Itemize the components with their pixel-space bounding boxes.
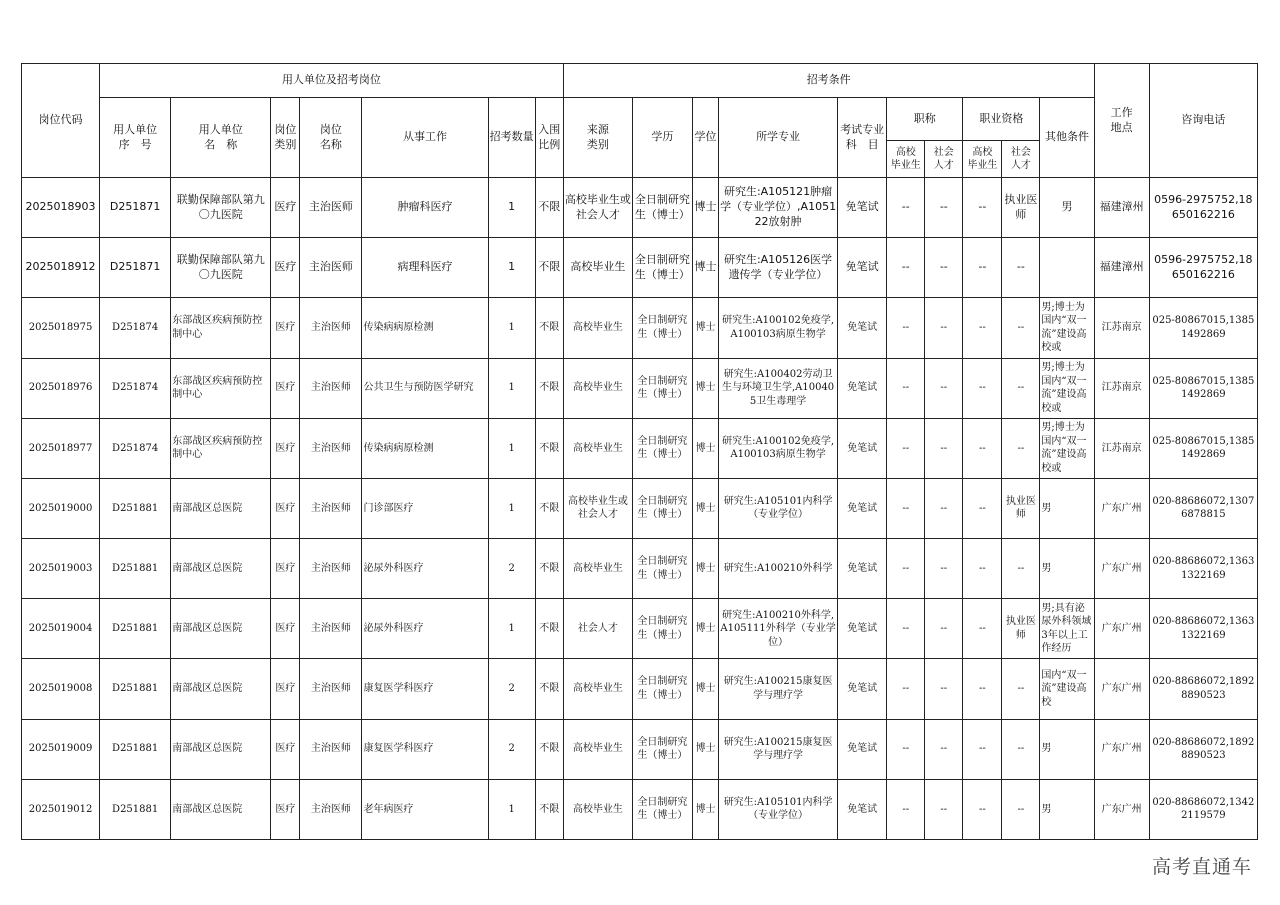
cell-qual-grad: -- bbox=[963, 539, 1002, 599]
cell-work: 病理科医疗 bbox=[362, 238, 488, 298]
cell-seq: D251871 bbox=[100, 178, 171, 238]
cell-location: 广东广州 bbox=[1094, 719, 1149, 779]
cell-phone: 025-80867015,13851492869 bbox=[1149, 298, 1257, 358]
cell-work: 老年病医疗 bbox=[362, 779, 488, 839]
header-qual-social: 社会 人才 bbox=[1002, 141, 1040, 178]
cell-qual-grad: -- bbox=[963, 178, 1002, 238]
cell-title-grad: -- bbox=[887, 719, 925, 779]
cell-qual-grad: -- bbox=[963, 779, 1002, 839]
cell-location: 广东广州 bbox=[1094, 599, 1149, 659]
cell-title-grad: -- bbox=[887, 358, 925, 418]
cell-source: 高校毕业生 bbox=[563, 418, 632, 478]
cell-source: 高校毕业生 bbox=[563, 358, 632, 418]
header-count: 招考数量 bbox=[488, 98, 535, 178]
cell-major bbox=[718, 659, 837, 719]
cell-work: 肿瘤科医疗 bbox=[362, 178, 488, 238]
cell-seq: D251874 bbox=[100, 298, 171, 358]
header-post-type: 岗位 类别 bbox=[271, 98, 300, 178]
cell-other: 男 bbox=[1040, 178, 1094, 238]
cell-count: 1 bbox=[488, 478, 535, 538]
cell-major bbox=[718, 178, 837, 238]
cell-code: 2025019004 bbox=[22, 599, 100, 659]
cell-work: 泌尿外科医疗 bbox=[362, 539, 488, 599]
cell-phone: 020-88686072,13631322169 bbox=[1149, 599, 1257, 659]
cell-count: 1 bbox=[488, 599, 535, 659]
cell-post-type: 医疗 bbox=[271, 178, 300, 238]
cell-code: 2025018903 bbox=[22, 178, 100, 238]
major-text: 研究生:A100215康复医学与理疗学 bbox=[723, 736, 833, 762]
cell-work: 康复医学科医疗 bbox=[362, 659, 488, 719]
cell-degree: 博士 bbox=[692, 178, 718, 238]
cell-post-name: 主治医师 bbox=[300, 298, 362, 358]
cell-education: 全日制研究生（博士） bbox=[632, 238, 692, 298]
cell-unit-name: 东部战区疾病预防控制中心 bbox=[171, 298, 271, 358]
cell-phone: 020-88686072,13631322169 bbox=[1149, 539, 1257, 599]
other-text: 男;博士为国内“双一流”建设高校或 bbox=[1041, 362, 1087, 414]
cell-qual-grad: -- bbox=[963, 659, 1002, 719]
cell-other bbox=[1040, 358, 1094, 418]
cell-exam: 免笔试 bbox=[838, 719, 887, 779]
header-education: 学历 bbox=[632, 98, 692, 178]
header-major: 所学专业 bbox=[718, 98, 837, 178]
other-text: 男 bbox=[1041, 562, 1052, 574]
other-text: 国内“双一流”建设高校 bbox=[1041, 669, 1087, 708]
cell-seq: D251874 bbox=[100, 358, 171, 418]
cell-location: 广东广州 bbox=[1094, 539, 1149, 599]
cell-work: 泌尿外科医疗 bbox=[362, 599, 488, 659]
watermark-text: 高考直通车 bbox=[1151, 856, 1252, 878]
other-text: 男;具有泌尿外科领域3年以上工作经历 bbox=[1041, 602, 1092, 655]
header-ratio: 入围 比例 bbox=[535, 98, 563, 178]
cell-title-grad: -- bbox=[887, 539, 925, 599]
cell-title-grad: -- bbox=[887, 178, 925, 238]
cell-post-name: 主治医师 bbox=[300, 478, 362, 538]
recruitment-table bbox=[21, 63, 1258, 840]
major-text: 研究生:A100210外科学 bbox=[723, 562, 833, 574]
cell-ratio: 不限 bbox=[535, 539, 563, 599]
cell-qual-grad: -- bbox=[963, 599, 1002, 659]
cell-unit-name: 东部战区疾病预防控制中心 bbox=[171, 358, 271, 418]
cell-exam: 免笔试 bbox=[838, 599, 887, 659]
cell-title-social: -- bbox=[925, 358, 963, 418]
cell-location: 江苏南京 bbox=[1094, 358, 1149, 418]
cell-source: 社会人才 bbox=[563, 599, 632, 659]
cell-qual-grad: -- bbox=[963, 719, 1002, 779]
cell-exam: 免笔试 bbox=[838, 298, 887, 358]
cell-unit-name: 南部战区总医院 bbox=[171, 478, 271, 538]
cell-other bbox=[1040, 478, 1094, 538]
cell-seq: D251881 bbox=[100, 478, 171, 538]
cell-seq: D251881 bbox=[100, 719, 171, 779]
table-row bbox=[22, 719, 1258, 779]
cell-title-social: -- bbox=[925, 659, 963, 719]
cell-code: 2025018975 bbox=[22, 298, 100, 358]
cell-ratio: 不限 bbox=[535, 418, 563, 478]
cell-title-grad: -- bbox=[887, 418, 925, 478]
table-row bbox=[22, 478, 1258, 538]
cell-title-social: -- bbox=[925, 478, 963, 538]
cell-count: 1 bbox=[488, 178, 535, 238]
cell-post-name: 主治医师 bbox=[300, 719, 362, 779]
other-text: 男 bbox=[1041, 502, 1052, 514]
cell-major bbox=[718, 478, 837, 538]
cell-qual-social: -- bbox=[1002, 659, 1040, 719]
cell-title-grad: -- bbox=[887, 238, 925, 298]
cell-post-name: 主治医师 bbox=[300, 238, 362, 298]
cell-seq: D251881 bbox=[100, 779, 171, 839]
header-other: 其他条件 bbox=[1040, 98, 1094, 178]
cell-phone: 020-88686072,13422119579 bbox=[1149, 779, 1257, 839]
cell-education: 全日制研究生（博士） bbox=[632, 358, 692, 418]
cell-degree: 博士 bbox=[692, 358, 718, 418]
cell-major bbox=[718, 418, 837, 478]
table-row bbox=[22, 779, 1258, 839]
cell-title-grad: -- bbox=[887, 779, 925, 839]
table-row bbox=[22, 238, 1258, 298]
cell-location: 江苏南京 bbox=[1094, 298, 1149, 358]
header-title-grad: 高校 毕业生 bbox=[887, 141, 925, 178]
cell-source: 高校毕业生或社会人才 bbox=[563, 178, 632, 238]
major-text: 研究生:A100402劳动卫生与环境卫生学,A100405卫生毒理学 bbox=[721, 368, 835, 407]
cell-phone: 025-80867015,13851492869 bbox=[1149, 358, 1257, 418]
header-exam: 考试专业 科 目 bbox=[838, 98, 887, 178]
cell-qual-social: -- bbox=[1002, 358, 1040, 418]
cell-degree: 博士 bbox=[692, 599, 718, 659]
cell-count: 2 bbox=[488, 719, 535, 779]
major-text: 研究生:A105101内科学（专业学位） bbox=[723, 495, 833, 521]
cell-seq: D251881 bbox=[100, 659, 171, 719]
cell-degree: 博士 bbox=[692, 238, 718, 298]
cell-other bbox=[1040, 238, 1094, 298]
cell-ratio: 不限 bbox=[535, 478, 563, 538]
cell-qual-social: 执业医师 bbox=[1002, 599, 1040, 659]
cell-qual-social: -- bbox=[1002, 779, 1040, 839]
cell-work: 公共卫生与预防医学研究 bbox=[362, 358, 488, 418]
cell-location: 福建漳州 bbox=[1094, 238, 1149, 298]
other-text: 男;博士为国内“双一流”建设高校或 bbox=[1041, 422, 1087, 474]
cell-title-social: -- bbox=[925, 599, 963, 659]
other-text: 男 bbox=[1041, 803, 1052, 815]
cell-code: 2025018912 bbox=[22, 238, 100, 298]
cell-source: 高校毕业生 bbox=[563, 779, 632, 839]
major-text: 研究生:A105121肿瘤学（专业学位）,A105122放射肿 bbox=[720, 185, 837, 228]
cell-qual-grad: -- bbox=[963, 418, 1002, 478]
table-row bbox=[22, 178, 1258, 238]
major-text: 研究生:A100210外科学,A105111外科学（专业学位） bbox=[720, 609, 836, 648]
cell-post-name: 主治医师 bbox=[300, 178, 362, 238]
cell-post-type: 医疗 bbox=[271, 539, 300, 599]
cell-major bbox=[718, 719, 837, 779]
cell-code: 2025018976 bbox=[22, 358, 100, 418]
cell-source: 高校毕业生或社会人才 bbox=[563, 478, 632, 538]
cell-education: 全日制研究生（博士） bbox=[632, 779, 692, 839]
cell-seq: D251874 bbox=[100, 418, 171, 478]
cell-qual-social: -- bbox=[1002, 539, 1040, 599]
cell-post-name: 主治医师 bbox=[300, 779, 362, 839]
cell-count: 2 bbox=[488, 659, 535, 719]
cell-count: 1 bbox=[488, 779, 535, 839]
cell-exam: 免笔试 bbox=[838, 178, 887, 238]
cell-title-social: -- bbox=[925, 298, 963, 358]
cell-qual-social: -- bbox=[1002, 418, 1040, 478]
cell-qual-social: -- bbox=[1002, 298, 1040, 358]
cell-post-type: 医疗 bbox=[271, 298, 300, 358]
cell-title-social: -- bbox=[925, 418, 963, 478]
table-body bbox=[22, 178, 1258, 840]
header-phone: 咨询电话 bbox=[1149, 64, 1257, 178]
cell-major bbox=[718, 599, 837, 659]
table-row bbox=[22, 539, 1258, 599]
header-location: 工作 地点 bbox=[1094, 64, 1149, 178]
other-text: 男;博士为国内“双一流”建设高校或 bbox=[1041, 301, 1087, 354]
cell-degree: 博士 bbox=[692, 298, 718, 358]
cell-source: 高校毕业生 bbox=[563, 719, 632, 779]
cell-source: 高校毕业生 bbox=[563, 238, 632, 298]
cell-title-social: -- bbox=[925, 539, 963, 599]
cell-source: 高校毕业生 bbox=[563, 298, 632, 358]
cell-ratio: 不限 bbox=[535, 238, 563, 298]
header-title-social: 社会 人才 bbox=[925, 141, 963, 178]
cell-work: 康复医学科医疗 bbox=[362, 719, 488, 779]
cell-unit-name: 联勤保障部队第九〇九医院 bbox=[171, 178, 271, 238]
cell-title-grad: -- bbox=[887, 659, 925, 719]
major-text: 研究生:A100215康复医学与理疗学 bbox=[723, 676, 833, 701]
cell-ratio: 不限 bbox=[535, 779, 563, 839]
cell-post-name: 主治医师 bbox=[300, 659, 362, 719]
cell-qual-social: 执业医师 bbox=[1002, 478, 1040, 538]
table-row bbox=[22, 659, 1258, 719]
cell-qual-social: -- bbox=[1002, 238, 1040, 298]
cell-location: 广东广州 bbox=[1094, 478, 1149, 538]
cell-education: 全日制研究生（博士） bbox=[632, 418, 692, 478]
header-source: 来源 类别 bbox=[563, 98, 632, 178]
cell-unit-name: 南部战区总医院 bbox=[171, 719, 271, 779]
cell-education: 全日制研究生（博士） bbox=[632, 599, 692, 659]
cell-degree: 博士 bbox=[692, 478, 718, 538]
cell-phone: 0596-2975752,18650162216 bbox=[1149, 238, 1257, 298]
header-conditions-group: 招考条件 bbox=[563, 64, 1094, 98]
cell-phone: 020-88686072,13076878815 bbox=[1149, 478, 1257, 538]
cell-degree: 博士 bbox=[692, 539, 718, 599]
header-title-group: 职称 bbox=[887, 98, 963, 141]
cell-post-name: 主治医师 bbox=[300, 539, 362, 599]
table-row bbox=[22, 599, 1258, 659]
cell-other bbox=[1040, 779, 1094, 839]
header-qual-grad: 高校 毕业生 bbox=[963, 141, 1002, 178]
cell-other bbox=[1040, 539, 1094, 599]
cell-title-social: -- bbox=[925, 178, 963, 238]
cell-qual-grad: -- bbox=[963, 478, 1002, 538]
cell-phone: 025-80867015,13851492869 bbox=[1149, 418, 1257, 478]
cell-education: 全日制研究生（博士） bbox=[632, 659, 692, 719]
cell-count: 2 bbox=[488, 539, 535, 599]
cell-major bbox=[718, 779, 837, 839]
cell-post-name: 主治医师 bbox=[300, 599, 362, 659]
cell-qual-social: 执业医师 bbox=[1002, 178, 1040, 238]
cell-phone: 020-88686072,18928890523 bbox=[1149, 659, 1257, 719]
cell-code: 2025019009 bbox=[22, 719, 100, 779]
cell-seq: D251881 bbox=[100, 599, 171, 659]
header-unit-group: 用人单位及招考岗位 bbox=[100, 64, 564, 98]
cell-unit-name: 南部战区总医院 bbox=[171, 779, 271, 839]
cell-other bbox=[1040, 298, 1094, 358]
cell-exam: 免笔试 bbox=[838, 539, 887, 599]
cell-ratio: 不限 bbox=[535, 659, 563, 719]
cell-other bbox=[1040, 418, 1094, 478]
cell-title-grad: -- bbox=[887, 478, 925, 538]
major-text: 研究生:A105101内科学（专业学位） bbox=[723, 796, 833, 822]
cell-location: 福建漳州 bbox=[1094, 178, 1149, 238]
cell-major bbox=[718, 298, 837, 358]
cell-exam: 免笔试 bbox=[838, 478, 887, 538]
header-unit-name: 用人单位 名 称 bbox=[171, 98, 271, 178]
cell-exam: 免笔试 bbox=[838, 418, 887, 478]
cell-code: 2025018977 bbox=[22, 418, 100, 478]
cell-code: 2025019012 bbox=[22, 779, 100, 839]
cell-code: 2025019000 bbox=[22, 478, 100, 538]
cell-other bbox=[1040, 719, 1094, 779]
cell-degree: 博士 bbox=[692, 779, 718, 839]
cell-post-type: 医疗 bbox=[271, 599, 300, 659]
cell-count: 1 bbox=[488, 358, 535, 418]
cell-degree: 博士 bbox=[692, 719, 718, 779]
header-qualification-group: 职业资格 bbox=[963, 98, 1040, 141]
cell-seq: D251881 bbox=[100, 539, 171, 599]
cell-work: 门诊部医疗 bbox=[362, 478, 488, 538]
cell-location: 广东广州 bbox=[1094, 659, 1149, 719]
cell-post-name: 主治医师 bbox=[300, 358, 362, 418]
cell-post-type: 医疗 bbox=[271, 418, 300, 478]
cell-major bbox=[718, 539, 837, 599]
cell-code: 2025019008 bbox=[22, 659, 100, 719]
major-text: 研究生:A105126医学遗传学（专业学位） bbox=[723, 252, 833, 281]
cell-location: 广东广州 bbox=[1094, 779, 1149, 839]
cell-qual-grad: -- bbox=[963, 238, 1002, 298]
cell-exam: 免笔试 bbox=[838, 238, 887, 298]
cell-title-grad: -- bbox=[887, 298, 925, 358]
other-text: 男 bbox=[1041, 743, 1052, 755]
cell-degree: 博士 bbox=[692, 418, 718, 478]
cell-unit-name: 南部战区总医院 bbox=[171, 599, 271, 659]
cell-major bbox=[718, 358, 837, 418]
cell-post-type: 医疗 bbox=[271, 478, 300, 538]
cell-code: 2025019003 bbox=[22, 539, 100, 599]
cell-qual-social: -- bbox=[1002, 719, 1040, 779]
table-row bbox=[22, 298, 1258, 358]
cell-qual-grad: -- bbox=[963, 298, 1002, 358]
cell-title-grad: -- bbox=[887, 599, 925, 659]
cell-count: 1 bbox=[488, 418, 535, 478]
cell-exam: 免笔试 bbox=[838, 779, 887, 839]
header-post-name: 岗位 名称 bbox=[300, 98, 362, 178]
cell-post-type: 医疗 bbox=[271, 238, 300, 298]
cell-title-social: -- bbox=[925, 238, 963, 298]
table-row bbox=[22, 418, 1258, 478]
cell-work: 传染病病原检测 bbox=[362, 298, 488, 358]
cell-exam: 免笔试 bbox=[838, 358, 887, 418]
cell-unit-name: 南部战区总医院 bbox=[171, 659, 271, 719]
cell-education: 全日制研究生（博士） bbox=[632, 298, 692, 358]
cell-qual-grad: -- bbox=[963, 358, 1002, 418]
cell-ratio: 不限 bbox=[535, 178, 563, 238]
cell-unit-name: 南部战区总医院 bbox=[171, 539, 271, 599]
header-unit-seq: 用人单位 序 号 bbox=[100, 98, 171, 178]
cell-seq: D251871 bbox=[100, 238, 171, 298]
cell-unit-name: 东部战区疾病预防控制中心 bbox=[171, 418, 271, 478]
major-text: 研究生:A100102免疫学,A100103病原生物学 bbox=[722, 435, 835, 461]
cell-phone: 0596-2975752,18650162216 bbox=[1149, 178, 1257, 238]
cell-post-type: 医疗 bbox=[271, 719, 300, 779]
cell-education: 全日制研究生（博士） bbox=[632, 719, 692, 779]
cell-education: 全日制研究生（博士） bbox=[632, 478, 692, 538]
cell-work: 传染病病原检测 bbox=[362, 418, 488, 478]
header-code: 岗位代码 bbox=[22, 64, 100, 178]
cell-phone: 020-88686072,18928890523 bbox=[1149, 719, 1257, 779]
cell-exam: 免笔试 bbox=[838, 659, 887, 719]
cell-ratio: 不限 bbox=[535, 358, 563, 418]
cell-post-name: 主治医师 bbox=[300, 418, 362, 478]
cell-education: 全日制研究生（博士） bbox=[632, 539, 692, 599]
cell-degree: 博士 bbox=[692, 659, 718, 719]
cell-unit-name: 联勤保障部队第九〇九医院 bbox=[171, 238, 271, 298]
cell-education: 全日制研究生（博士） bbox=[632, 178, 692, 238]
cell-location: 江苏南京 bbox=[1094, 418, 1149, 478]
cell-major bbox=[718, 238, 837, 298]
cell-ratio: 不限 bbox=[535, 719, 563, 779]
header-work: 从事工作 bbox=[362, 98, 488, 178]
cell-count: 1 bbox=[488, 238, 535, 298]
header-degree: 学位 bbox=[692, 98, 718, 178]
cell-other bbox=[1040, 659, 1094, 719]
cell-source: 高校毕业生 bbox=[563, 539, 632, 599]
cell-count: 1 bbox=[488, 298, 535, 358]
cell-post-type: 医疗 bbox=[271, 779, 300, 839]
major-text: 研究生:A100102免疫学,A100103病原生物学 bbox=[722, 315, 835, 340]
cell-post-type: 医疗 bbox=[271, 659, 300, 719]
cell-ratio: 不限 bbox=[535, 298, 563, 358]
table-row bbox=[22, 358, 1258, 418]
cell-ratio: 不限 bbox=[535, 599, 563, 659]
cell-source: 高校毕业生 bbox=[563, 659, 632, 719]
cell-title-social: -- bbox=[925, 779, 963, 839]
cell-title-social: -- bbox=[925, 719, 963, 779]
cell-other bbox=[1040, 599, 1094, 659]
cell-post-type: 医疗 bbox=[271, 358, 300, 418]
